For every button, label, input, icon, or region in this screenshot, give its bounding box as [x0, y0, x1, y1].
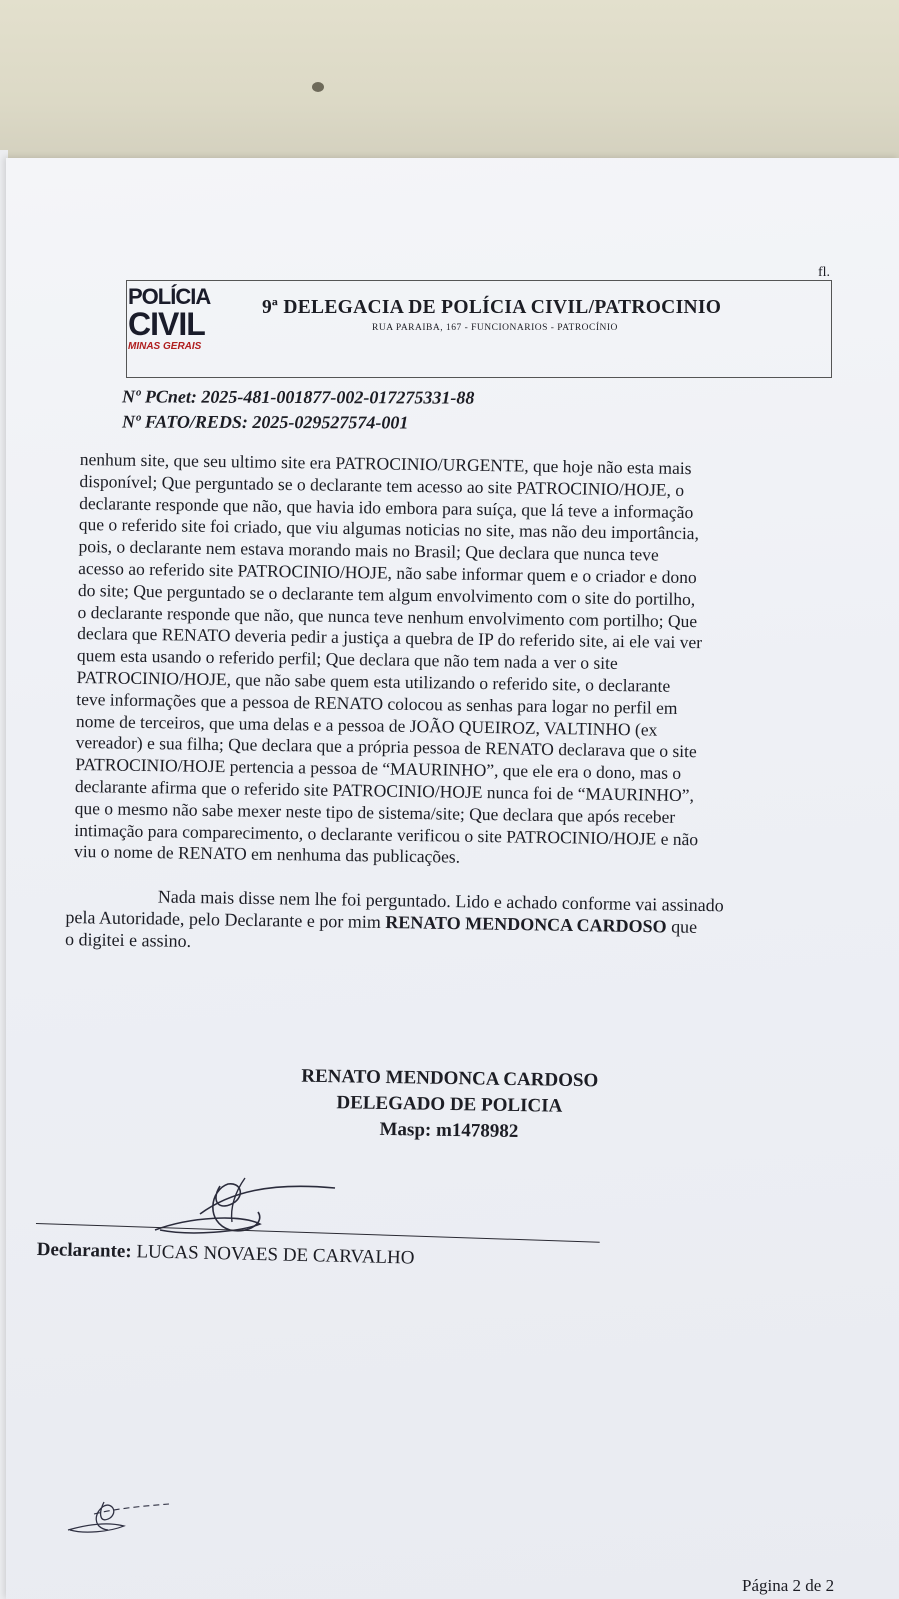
body-line: quem esta usando o referido perfil; Que declara que não tem nada a ver o site [76, 645, 618, 674]
body-line: que o referido site foi criado, que viu algumas noticias no site, mas não deu importância, [78, 514, 700, 544]
body-line: acesso ao referido site PATROCINIO/HOJE, não sabe informar quem e o criador e dono [78, 557, 697, 588]
body-line: disponível; Que perguntado se o declarante tem acesso ao site PATROCINIO/HOJE, o [79, 470, 685, 500]
folio-mark: fl. [818, 265, 831, 280]
logo-line-3: MINAS GERAIS [128, 341, 202, 352]
closing-line-3: o digitei e assino. [64, 928, 192, 951]
body-line: PATROCINIO/HOJE, que não sabe quem esta utilizando o referido site, o declarante [76, 666, 671, 696]
body-line: viu o nome de RENATO em nenhuma das publicações. [73, 841, 461, 868]
handwritten-initials [64, 1496, 174, 1536]
body-line: declarante afirma que o referido site PATROCINIO/HOJE nunca foi de “MAURINHO”, [74, 775, 695, 806]
wall-hole [312, 82, 324, 92]
logo-line-1: POLÍCIA [128, 284, 211, 309]
authority-title: DELEGADO DE POLICIA [336, 1092, 563, 1117]
body-line: o declarante responde que não, que nunca teve nenhum envolvimento com portilho; Que [77, 601, 698, 631]
body-line: teve informações que a pessoa de RENATO colocou as senhas para logar no perfil em [76, 688, 678, 718]
authority-name: RENATO MENDONCA CARDOSO [301, 1065, 599, 1092]
body-line: declara que RENATO deveria pedir a justiça a quebra de IP do referido site, ai ele vai ver [77, 623, 703, 653]
agency-address: RUA PARAIBA, 167 - FUNCIONARIOS - PATROCÍNIO [372, 323, 618, 333]
body-line: PATROCINIO/HOJE pertencia a pessoa de “MAURINHO”, que ele era o dono, mas o [75, 754, 682, 784]
authority-signature-block [249, 1063, 650, 1147]
body-line: intimação para comparecimento, o declarante verificou o site PATROCINIO/HOJE e não [74, 819, 699, 849]
body-line: declarante responde que não, que havia ido embora para suíça, que lá teve a informação [79, 492, 694, 522]
pcnet-number: Nº PCnet: 2025-481-001877-002-017275331-88 [121, 386, 475, 408]
closing-paragraph [65, 884, 842, 962]
body-line: nome de terceiros, que uma delas e a pessoa de JOÃO QUEIROZ, VALTINHO (ex [75, 710, 658, 740]
fato-reds-number: Nº FATO/REDS: 2025-029527574-001 [121, 411, 409, 433]
statement-body [74, 449, 842, 874]
body-line: pois, o declarante nem estava morando mais no Brasil; Que declara que nunca teve [78, 536, 659, 565]
declarant-name: LUCAS NOVAES DE CARVALHO [131, 1241, 415, 1269]
typist-name: RENATO MENDONCA CARDOSO [385, 912, 667, 937]
closing-line-1: Nada mais disse nem lhe foi perguntado. Lido e achado conforme vai assinado [157, 886, 724, 916]
body-line: que o mesmo não sabe mexer neste tipo de sistema/site; Que declara que após receber [74, 797, 676, 827]
closing-text: pela Autoridade, pelo Declarante e por mim [65, 906, 386, 933]
page-number: Página 2 de 2 [742, 1576, 835, 1595]
body-line: nenhum site, que seu ultimo site era PATROCINIO/URGENTE, que hoje não esta mais [79, 449, 692, 479]
agency-title: 9ª DELEGACIA DE POLÍCIA CIVIL/PATROCINIO [262, 297, 722, 318]
closing-text-end: que [666, 916, 698, 937]
logo-line-2: CIVIL [128, 306, 205, 342]
handwritten-signature [150, 1172, 350, 1236]
declarant-label: Declarante: [36, 1239, 132, 1263]
authority-masp: Masp: m1478982 [379, 1118, 519, 1143]
body-line: vereador) e sua filha; Que declara que a própria pessoa de RENATO declarava que o site [75, 732, 697, 762]
policia-civil-logo [128, 284, 228, 360]
wall-background [0, 0, 899, 170]
body-line: do site; Que perguntado se o declarante tem algum envolvimento com o site do portilho, [77, 579, 696, 609]
